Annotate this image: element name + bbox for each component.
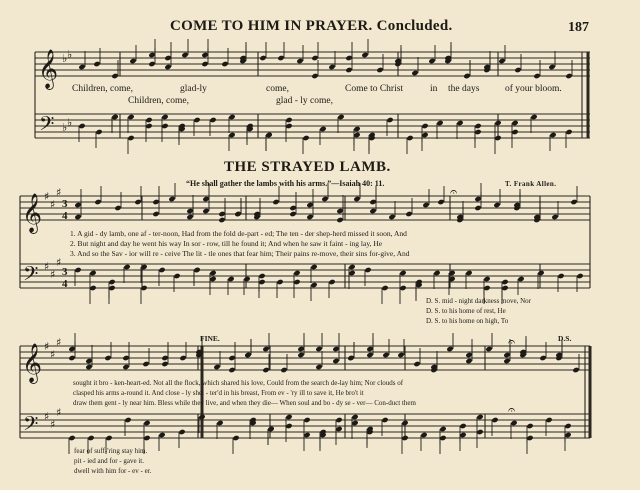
lyric-a1-2: glad - ly come, — [276, 96, 333, 106]
bass-clef-icon: 𝄢 — [23, 262, 39, 290]
page-header-title: COME TO HIM IN PRAYER. Concluded. — [170, 18, 453, 34]
time-sig-bottom: 4 — [62, 210, 68, 222]
lyric-s1-5: in — [430, 84, 438, 94]
sharp-icon: ♯ — [50, 418, 56, 431]
sharp-icon: ♯ — [50, 268, 56, 281]
song-title: THE STRAYED LAMB. — [224, 159, 391, 175]
fermata-icon: 𝄐 — [508, 335, 516, 350]
treble-clef-icon: 𝄞 — [22, 193, 43, 233]
sharp-icon: ♯ — [44, 410, 50, 423]
bass-clef-icon: 𝄢 — [23, 412, 39, 440]
lyric-s1-6: the days — [448, 84, 480, 94]
time-sig-top: 3 — [62, 266, 68, 278]
page-number: 187 — [568, 20, 589, 35]
verse-2-line-2: clasped his arms a-round it. And close - ly shel - ter'd in his breast, From ev - 'ry ill to save it, He bro't it — [73, 389, 364, 397]
verse-1-line-2: sought it bro - ken-heart-ed. Not all the flock, which shared his love, Could from the search de-lay him; Nor clouds of — [73, 379, 404, 387]
sharp-icon: ♯ — [44, 260, 50, 273]
sharp-icon: ♯ — [44, 340, 50, 353]
lyric-s1-3: come, — [266, 84, 289, 94]
treble-clef-icon: 𝄞 — [38, 49, 59, 89]
staff-2-treble — [20, 196, 590, 220]
verse-1-line-1: 1. A gid - dy lamb, one af - ter-noon, Had from the fold de-part - ed; The ten - der shep-herd missed it soon, And — [70, 229, 407, 238]
flat-icon: ♭ — [62, 52, 68, 65]
fermata-icon: 𝄐 — [508, 403, 516, 418]
ds-marking: D.S. — [558, 334, 572, 343]
sharp-icon: ♯ — [56, 406, 62, 419]
lyric-s1-4: Come to Christ — [345, 84, 404, 94]
sharp-icon: ♯ — [50, 348, 56, 361]
lyric-s1-1: Children, come, — [72, 84, 133, 94]
bass-clef-icon: 𝄢 — [39, 112, 55, 140]
ending-line-3: dwell with him for - ev - er. — [74, 467, 152, 475]
verse-3-line-2: draw them gent - ly near him. Bless while they live, and when they die— When soul and bo - dy se - ver— Con-duct them — [73, 399, 416, 407]
sharp-icon: ♯ — [56, 186, 62, 199]
ds-text-2: D. S. to his home of rest, He — [426, 307, 506, 315]
ds-text-3: D. S. to his home on high, To — [426, 317, 509, 325]
epigraph: “He shall gather the lambs with his arms.”—Isaiah 40: 11. — [186, 179, 385, 188]
sharp-icon: ♯ — [50, 198, 56, 211]
sharp-icon: ♯ — [56, 256, 62, 269]
treble-clef-icon: 𝄞 — [22, 343, 43, 383]
time-sig-bottom: 4 — [62, 278, 68, 290]
verse-2-line-1: 2. But night and day he went his way In sor - row, till he found it; And when he saw it faint - ing lay, He — [70, 239, 383, 248]
time-sig-top: 3 — [62, 198, 68, 210]
flat-icon: ♭ — [62, 121, 68, 134]
ds-text-1: D. S. mid - night darkness move, Nor — [426, 297, 531, 305]
lyric-s1-2: glad-ly — [180, 84, 207, 94]
fermata-icon: 𝄐 — [450, 185, 458, 200]
staff-1-bass — [35, 114, 590, 138]
lyric-a1-1: Children, come, — [128, 96, 189, 106]
verse-3-line-1: 3. And so the Sav - ior will re - ceive The lit - tle ones that fear him; Their pains re-move, their sins for-give, And — [70, 249, 410, 258]
ending-line-2: pit - ied and for - gave it. — [74, 457, 144, 465]
composer: T. Frank Allen. — [505, 180, 557, 188]
fine-marking: FINE. — [200, 334, 220, 343]
sharp-icon: ♯ — [56, 336, 62, 349]
flat-icon: ♭ — [67, 48, 73, 61]
ending-line-1: fear of suff-'ring stay him. — [74, 447, 148, 455]
sharp-icon: ♯ — [44, 190, 50, 203]
flat-icon: ♭ — [67, 116, 73, 129]
lyric-s1-7: of your bloom. — [505, 84, 562, 94]
